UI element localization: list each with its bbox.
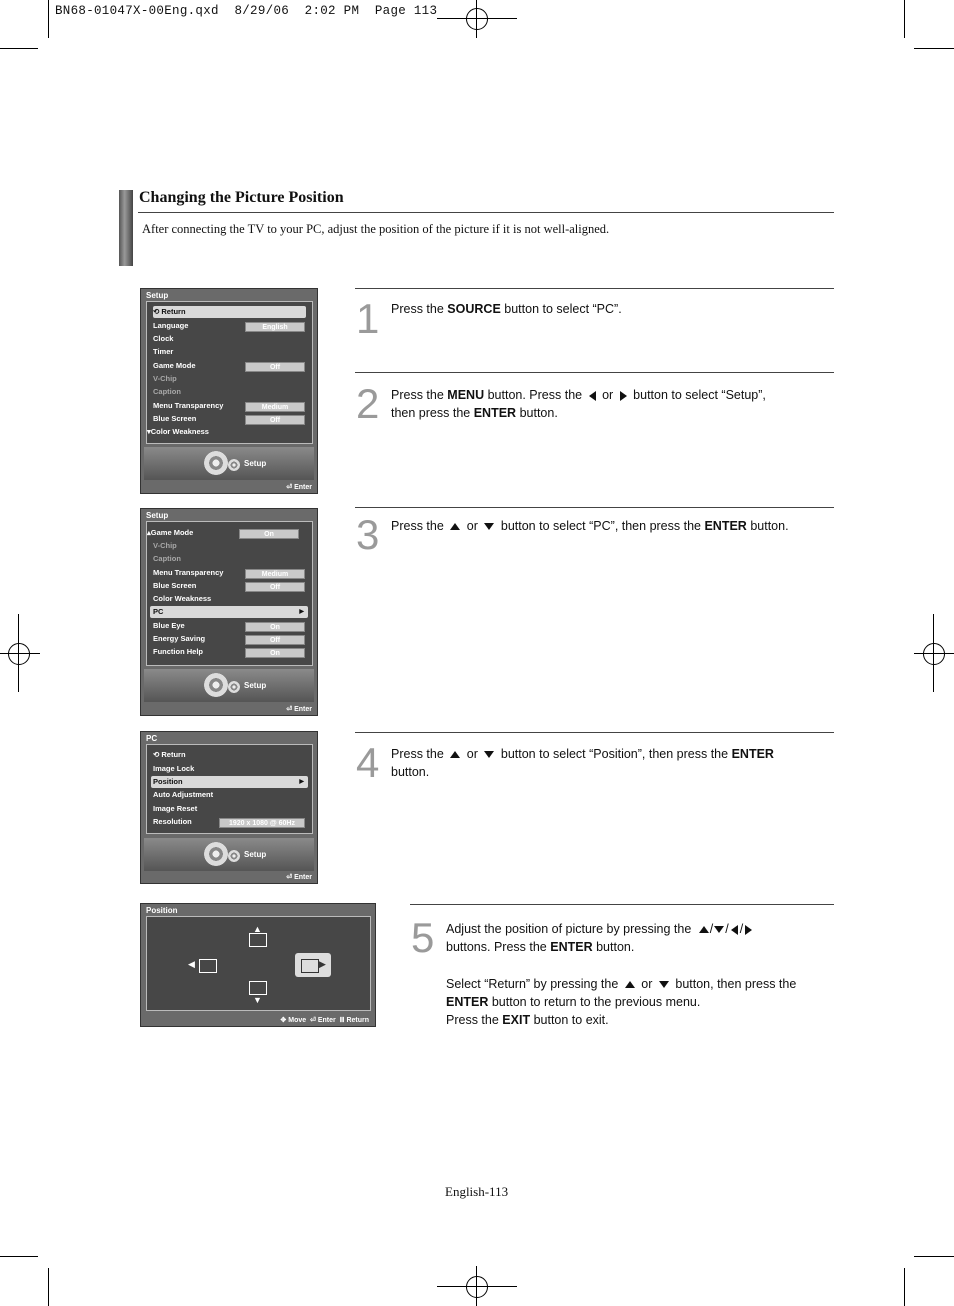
osd-row: ▴Game Mode On: [147, 527, 306, 539]
down-arrow-icon: [714, 926, 724, 933]
osd-footer: [144, 447, 314, 480]
down-arrow-icon: [484, 751, 494, 758]
osd-row: Blue Screen Off: [153, 580, 306, 592]
registration-mark: [466, 1276, 488, 1298]
up-arrow-icon: [450, 523, 460, 530]
osd-title: PC: [146, 734, 158, 743]
osd-enter-hint: ⏎ Enter: [286, 484, 312, 491]
submenu-arrow-icon: ▶: [299, 609, 304, 615]
crop-mark: [437, 18, 517, 19]
step-5-text: Adjust the position of picture by pressing the / / / buttons. Press the ENTER button. Select “Return” by pressing the or button, then press the ENTER button to return to the previous menu. Press the EXIT button to exit.: [446, 922, 797, 1027]
up-arrow-icon: [625, 981, 635, 988]
down-arrow-icon: [484, 523, 494, 530]
step-1-text: Press the SOURCE button to select “PC”.: [391, 302, 622, 316]
scroll-up-icon: ▴: [147, 528, 151, 537]
osd-menu-panel: [146, 744, 313, 834]
step-number: 5: [411, 914, 435, 961]
up-arrow-icon: [450, 751, 460, 758]
step-rule: [355, 732, 834, 733]
crop-mark: [476, 0, 477, 38]
osd-title: Setup: [146, 291, 169, 300]
osd-enter-hint: ⏎ Enter: [286, 706, 312, 713]
osd-footer-label: Setup: [244, 850, 267, 859]
step-rule: [410, 904, 834, 905]
enter-icon: ⏎: [308, 1017, 318, 1024]
step-number: 4: [356, 739, 380, 786]
crop-mark: [904, 0, 905, 38]
pc-menu-screen: [140, 731, 318, 884]
crop-mark: [48, 0, 49, 38]
crop-mark: [0, 653, 40, 654]
enter-icon: ⏎: [286, 874, 295, 881]
osd-row: Color Weakness: [153, 594, 212, 603]
screen-right-icon: [301, 959, 319, 973]
gear-icon: [204, 451, 228, 475]
osd-title: Position: [146, 906, 178, 915]
scroll-down-icon: ▾: [147, 427, 151, 436]
crop-mark: [914, 1256, 954, 1257]
section-title: Changing the Picture Position: [139, 189, 344, 206]
registration-mark: [466, 8, 488, 30]
right-arrow-icon: [620, 391, 627, 401]
enter-icon: ⏎: [286, 484, 295, 491]
registration-mark: [923, 643, 945, 665]
left-arrow-icon: [589, 391, 596, 401]
screen-up-icon: [249, 933, 267, 947]
step-rule: [355, 288, 834, 289]
setup-menu-screen-1: [140, 288, 318, 494]
step-4-text: Press the or button to select “Position”, then press the ENTER button.: [391, 747, 774, 779]
osd-enter-hint: ⏎ Enter: [286, 874, 312, 881]
osd-footer: [144, 669, 314, 702]
crop-mark: [904, 1268, 905, 1306]
osd-row: Auto Adjustment: [153, 790, 214, 799]
header-page: Page 113: [374, 4, 438, 18]
crop-mark: [914, 653, 954, 654]
step-number: 2: [356, 380, 380, 427]
submenu-arrow-icon: ▶: [299, 779, 304, 785]
osd-footer: [144, 838, 314, 871]
gear-icon: [228, 850, 240, 862]
header-time: 2:02 PM: [304, 4, 360, 18]
step-number: 3: [356, 511, 380, 558]
return-icon: ⟲: [153, 307, 162, 316]
right-arrow-icon: [745, 925, 752, 935]
osd-row-return: ⟲ Return: [153, 750, 186, 759]
osd-row: Menu Transparency Medium: [153, 567, 306, 579]
gear-icon: [204, 842, 228, 866]
osd-row: V-Chip: [153, 374, 177, 383]
crop-mark: [476, 1266, 477, 1306]
setup-menu-screen-2: [140, 508, 318, 716]
osd-position-panel: [146, 916, 371, 1011]
step-rule: [355, 507, 834, 508]
move-icon: ✥: [280, 1017, 289, 1024]
osd-row: Blue Eye On: [153, 620, 306, 632]
arrow-up-icon: ▲: [253, 924, 262, 934]
osd-row: Language English: [153, 320, 306, 332]
crop-mark: [18, 614, 19, 692]
crop-mark: [933, 614, 934, 692]
left-arrow-icon: [731, 925, 738, 935]
osd-row: Caption: [153, 554, 181, 563]
step-rule: [355, 372, 834, 373]
header-file: BN68-01047X-00Eng.qxd: [55, 4, 219, 18]
step-3-text: Press the or button to select “PC”, then press the ENTER button.: [391, 519, 789, 533]
up-arrow-icon: [699, 926, 709, 933]
step-number: 1: [356, 295, 380, 342]
arrow-down-icon: ▼: [253, 995, 262, 1005]
osd-row-pc: PC ▶: [150, 606, 308, 618]
osd-row: Timer: [153, 347, 174, 356]
osd-hints: ✥ Move ⏎ Enter Ⅲ Return: [280, 1017, 369, 1024]
crop-mark: [437, 1286, 517, 1287]
osd-row: Function Help On: [153, 646, 306, 658]
osd-row: Clock: [153, 334, 174, 343]
down-arrow-icon: [659, 981, 669, 988]
osd-row: Game Mode Off: [153, 360, 306, 372]
crop-mark: [0, 48, 38, 49]
enter-icon: ⏎: [286, 706, 295, 713]
registration-mark: [8, 643, 30, 665]
arrow-left-icon: ◀: [188, 959, 195, 969]
gear-icon: [228, 681, 240, 693]
arrow-right-icon: ▶: [319, 959, 326, 969]
section-bar: [119, 190, 133, 266]
return-icon: ⟲: [153, 750, 162, 759]
gear-icon: [204, 673, 228, 697]
gear-icon: [228, 459, 240, 471]
osd-row: ▾Color Weakness: [147, 427, 209, 436]
osd-row: V-Chip: [153, 541, 177, 550]
osd-row-return: ⟲ Return: [153, 306, 306, 318]
osd-footer-label: Setup: [244, 681, 267, 690]
osd-row: Resolution 1920 x 1080 @ 60Hz: [153, 816, 306, 828]
crop-mark: [48, 1268, 49, 1306]
osd-menu-panel: [146, 301, 313, 444]
crop-mark: [914, 48, 954, 49]
osd-menu-panel: [146, 521, 313, 666]
osd-row: Image Lock: [153, 764, 195, 773]
title-rule: [138, 212, 834, 213]
screen-left-icon: [199, 959, 217, 973]
osd-row-position: Position ▶: [151, 776, 308, 788]
osd-row: Image Reset: [153, 804, 198, 813]
header-date: 8/29/06: [234, 4, 290, 18]
return-icon: Ⅲ: [337, 1017, 347, 1024]
osd-footer-label: Setup: [244, 459, 267, 468]
page-number: English-113: [445, 1184, 509, 1199]
crop-mark: [0, 1256, 38, 1257]
osd-row: Blue Screen Off: [153, 413, 306, 425]
intro-text: After connecting the TV to your PC, adjust the position of the picture if it is not well-aligned.: [142, 222, 610, 236]
step-2-text: Press the MENU button. Press the or button to select “Setup”, then press the ENTER button.: [391, 388, 766, 420]
osd-title: Setup: [146, 511, 169, 520]
screen-down-icon: [249, 981, 267, 995]
osd-row: Caption: [153, 387, 181, 396]
osd-row: Energy Saving Off: [153, 633, 306, 645]
print-header: [55, 4, 437, 18]
osd-row: Menu Transparency Medium: [153, 400, 306, 412]
position-screen: [140, 903, 376, 1027]
